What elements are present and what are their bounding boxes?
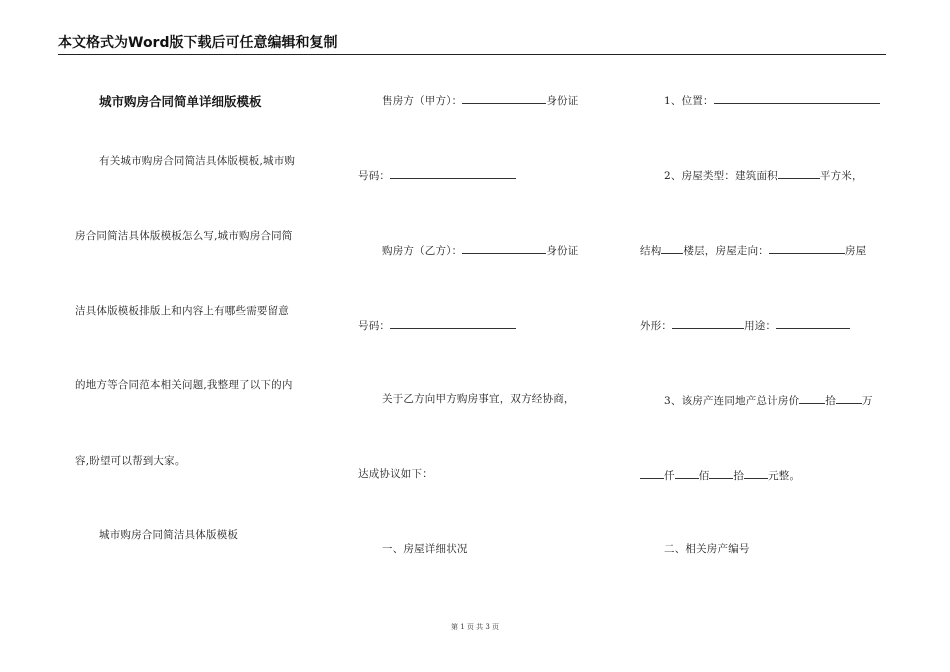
use-label: 用途： [744, 320, 777, 332]
orientation-blank[interactable] [769, 242, 845, 254]
location-label: 1、位置： [664, 95, 714, 107]
agreement-line-2: 达成协议如下： [358, 468, 433, 480]
page-footer: 第 1 页 共 3 页 [450, 623, 500, 631]
seller-name-blank[interactable] [462, 92, 546, 104]
seller-id-number-blank[interactable] [390, 167, 516, 179]
structure-blank[interactable] [661, 242, 683, 254]
shape-label: 外形： [640, 320, 673, 332]
house-label: 房屋 [845, 245, 867, 257]
agreement-line-1: 关于乙方向甲方购房事宜，双方经协商， [382, 393, 575, 405]
price-bai-blank[interactable] [675, 467, 699, 479]
buyer-label: 购房方（乙方）： [382, 245, 463, 257]
area-unit: 平方米， [819, 170, 863, 182]
intro-line-5: 容,盼望可以帮到大家。 [75, 455, 186, 467]
buyer-number-line [358, 317, 516, 333]
price-qian-blank[interactable] [640, 467, 664, 479]
wan-label: 万 [861, 395, 873, 407]
document-header: 本文格式为Word版下载后可任意编辑和复制 [58, 35, 338, 51]
shi2-label: 拾 [733, 470, 745, 482]
shi-label: 拾 [825, 395, 836, 407]
section-house-details: 一、房屋详细状况 [382, 543, 468, 555]
seller-id-label: 身份证 [546, 95, 579, 107]
price-line [664, 392, 873, 408]
buyer-id-label: 身份证 [546, 245, 579, 257]
seller-line [382, 92, 578, 108]
area-blank[interactable] [778, 167, 820, 179]
house-type-label: 2、房屋类型：建筑面积 [664, 170, 778, 182]
house-type-line [664, 167, 863, 183]
price-yuan-blank[interactable] [744, 467, 768, 479]
price-label: 3、该房产连同地产总计房价 [664, 395, 800, 407]
intro-line-2: 房合同简洁具体版模板怎么写,城市购房合同简 [75, 230, 293, 242]
qian-label: 仟 [664, 470, 675, 482]
header-rule [58, 54, 886, 55]
intro-line-3: 洁具体版模板排版上和内容上有哪些需要留意 [75, 305, 289, 317]
price-shi-blank[interactable] [709, 467, 733, 479]
bai-label: 佰 [698, 470, 710, 482]
yuan-label: 元整。 [768, 470, 801, 482]
buyer-id-number-blank[interactable] [390, 317, 516, 329]
location-blank[interactable] [714, 92, 880, 104]
section-property-number: 二、相关房产编号 [664, 543, 750, 555]
shape-line [640, 317, 850, 333]
intro-line-4: 的地方等合同范本相关问题,我整理了以下的内 [75, 379, 293, 391]
buyer-number-label: 号码： [358, 320, 391, 332]
structure-label: 结构 [640, 245, 662, 257]
seller-number-label: 号码： [358, 170, 391, 182]
location-line [664, 92, 880, 108]
buyer-name-blank[interactable] [462, 242, 546, 254]
price-shiwan-blank[interactable] [799, 392, 825, 404]
price-line-2 [640, 467, 800, 483]
seller-label: 售房方（甲方）： [382, 95, 463, 107]
buyer-line [382, 242, 578, 258]
price-wan-blank[interactable] [836, 392, 862, 404]
use-blank[interactable] [776, 317, 850, 329]
floors-label: 楼层，房屋走向： [683, 245, 770, 257]
document-title: 城市购房合同简单详细版模板 [99, 94, 262, 109]
subtitle: 城市购房合同简洁具体版模板 [99, 529, 239, 541]
seller-number-line [358, 167, 516, 183]
structure-line [640, 242, 866, 258]
shape-blank[interactable] [672, 317, 744, 329]
intro-line-1: 有关城市购房合同简洁具体版模板,城市购 [99, 155, 296, 167]
